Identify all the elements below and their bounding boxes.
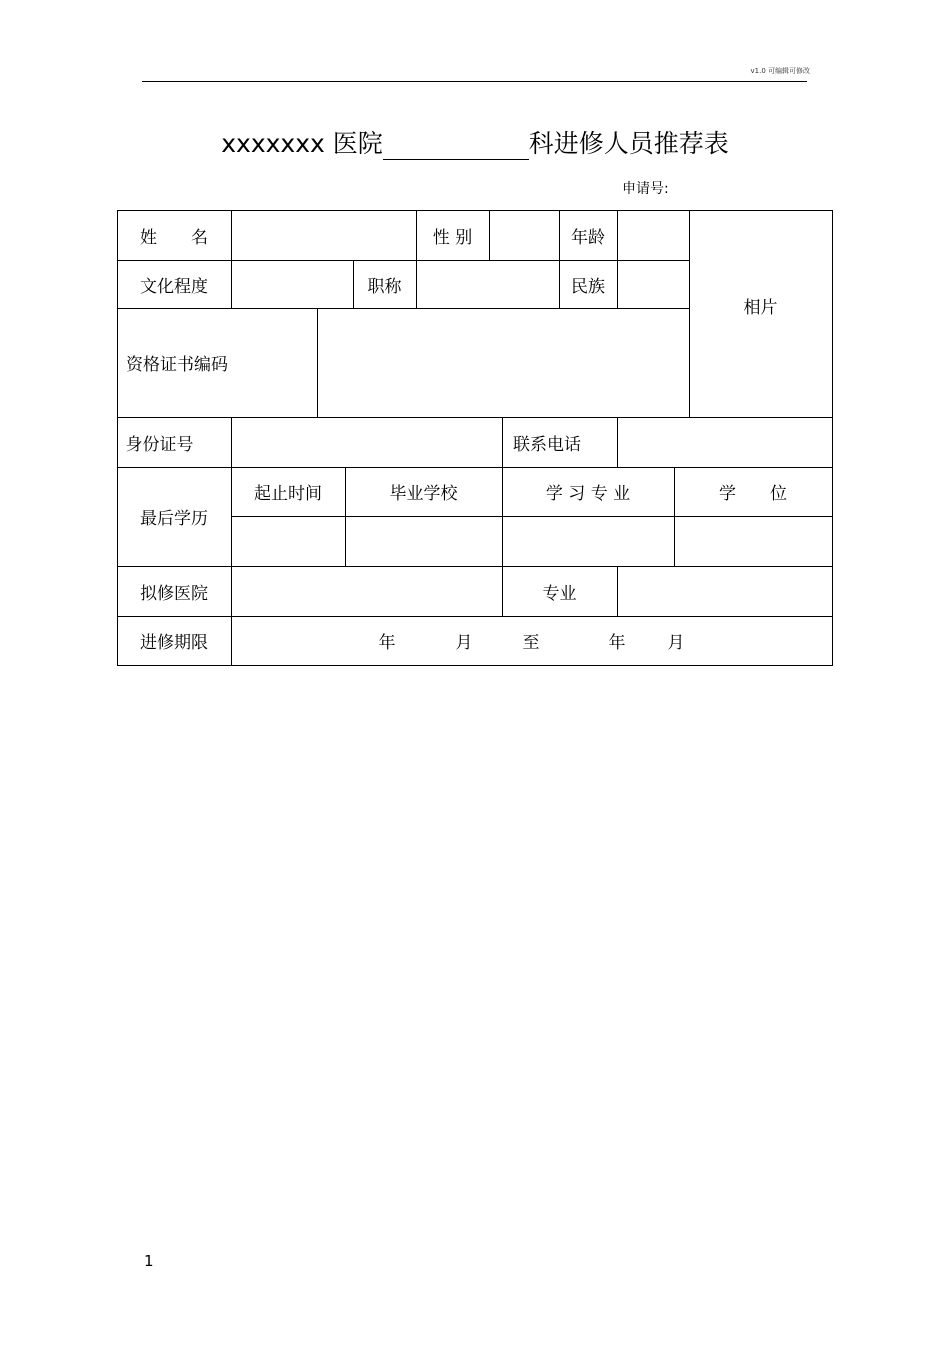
degree-field[interactable] [674, 516, 832, 566]
major-header: 学 习 专 业 [545, 484, 631, 504]
title-suffix: 科进修人员推荐表 [528, 129, 729, 158]
gender-field[interactable] [489, 210, 559, 260]
age-field[interactable] [617, 210, 689, 260]
certificate-label: 资格证书编码 [126, 355, 228, 375]
training-period-label: 进修期限 [140, 633, 208, 653]
ethnicity-field[interactable] [617, 260, 689, 308]
target-hospital-field[interactable] [231, 566, 502, 616]
title-prefix: xxxxxxx 医院 [221, 129, 383, 158]
school-field[interactable] [345, 516, 502, 566]
degree-header: 学 位 [719, 484, 787, 504]
title-label: 职称 [367, 276, 402, 297]
phone-field[interactable] [617, 417, 832, 467]
form-border-right [832, 210, 833, 665]
specialty-field[interactable] [617, 566, 832, 616]
term-month-start: 月 [455, 633, 473, 653]
term-year-end: 年 [608, 633, 626, 653]
id-number-field[interactable] [231, 417, 502, 467]
term-year-start: 年 [378, 633, 396, 653]
ethnicity-label: 民族 [571, 276, 605, 297]
age-label: 年龄 [571, 227, 605, 248]
name-label: 姓 名 [140, 227, 208, 248]
last-education-label: 最后学历 [140, 509, 208, 529]
school-header: 毕业学校 [389, 484, 458, 504]
gender-label: 性 别 [432, 227, 473, 248]
certificate-field[interactable] [317, 308, 689, 417]
term-month-end: 月 [667, 633, 685, 653]
page-number: 1 [144, 1252, 154, 1270]
form-border-bottom [117, 665, 833, 666]
title-field[interactable] [416, 260, 559, 308]
application-number-label: 申请号: [622, 181, 669, 197]
period-header: 起止时间 [254, 484, 322, 504]
id-number-label: 身份证号 [125, 434, 194, 455]
target-hospital-label: 拟修医院 [140, 583, 208, 604]
phone-label: 联系电话 [513, 434, 581, 455]
major-field[interactable] [502, 516, 674, 566]
period-field[interactable] [231, 516, 345, 566]
education-level-field[interactable] [231, 260, 353, 308]
name-field[interactable] [231, 210, 416, 260]
version-note: v1.0 可编辑可修改 [750, 67, 810, 75]
photo-label[interactable]: 相片 [743, 297, 778, 318]
education-level-label: 文化程度 [140, 276, 208, 297]
specialty-label: 专业 [542, 583, 577, 604]
term-to: 至 [522, 633, 540, 653]
